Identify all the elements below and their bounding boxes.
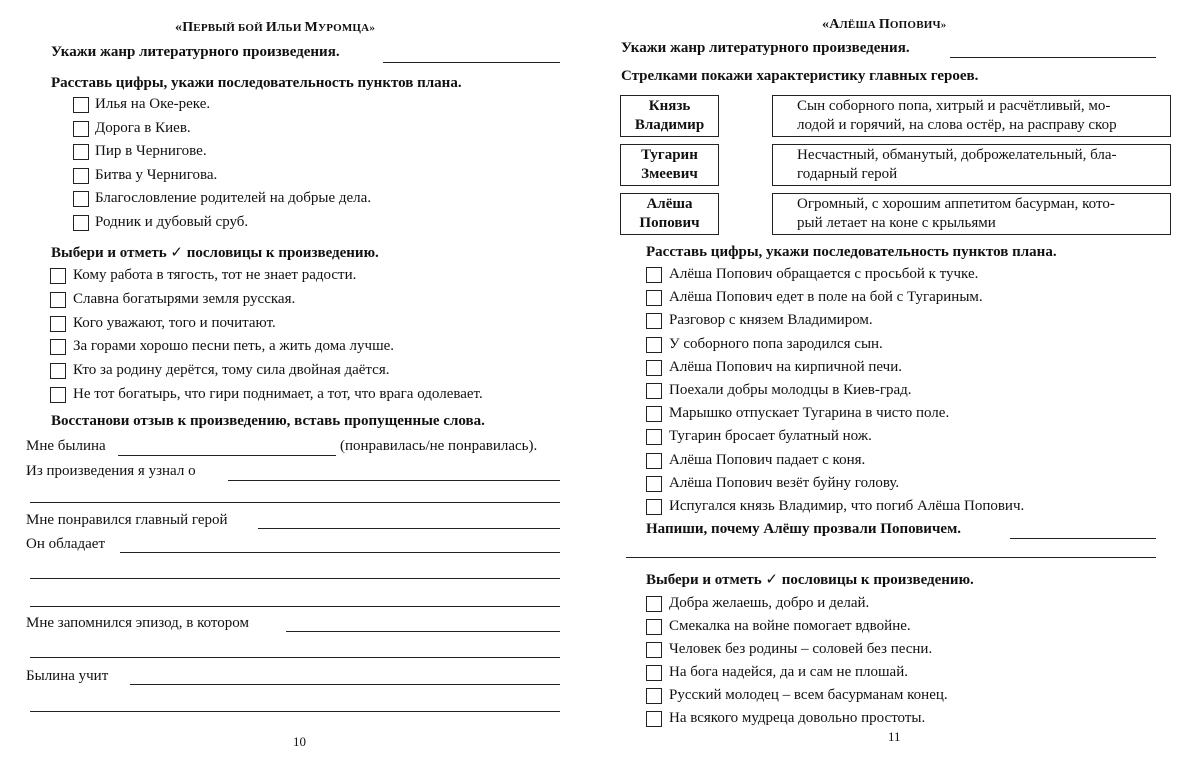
arrows-heading: Стрелками покажи характеристику главных героев. <box>621 68 979 84</box>
plan-item-checkbox[interactable] <box>646 290 662 306</box>
proverb-item-checkbox[interactable] <box>50 363 66 379</box>
review-heading: Восстанови отзыв к произведению, вставь пропущенные слова. <box>51 413 485 429</box>
plan-item-checkbox[interactable] <box>646 383 662 399</box>
plan-item: Алёша Попович везёт буйну голову. <box>669 474 900 491</box>
plan-item-checkbox[interactable] <box>646 429 662 445</box>
proverb-item-checkbox[interactable] <box>646 688 662 704</box>
plan-item: Алёша Попович обращается с просьбой к тучке. <box>669 266 979 282</box>
review-has-blank-2[interactable] <box>30 578 560 579</box>
review-has-blank[interactable] <box>120 552 560 553</box>
plan-item: Разговор с князем Владимиром. <box>669 312 873 329</box>
plan-item-checkbox[interactable] <box>73 97 89 113</box>
proverb-item: Кто за родину дерётся, тому сила двойная даётся. <box>73 362 390 379</box>
proverb-heading-post: пословицы к произведению. <box>781 572 974 588</box>
why-answer-blank[interactable] <box>1010 538 1156 539</box>
description-line: годарный герой <box>797 166 898 182</box>
hero-name-line: Алёша <box>646 196 693 212</box>
proverb-item-checkbox[interactable] <box>646 642 662 658</box>
description-box-1[interactable] <box>772 95 1171 137</box>
title-part: ОПОВИЧ» <box>889 19 947 31</box>
plan-item-checkbox[interactable] <box>646 267 662 283</box>
plan-item: Благословление родителей на добрые дела. <box>95 190 372 207</box>
title-part: «А <box>822 17 840 32</box>
left-plan-heading: Расставь цифры, укажи последовательность пунктов плана. <box>51 75 462 91</box>
right-genre-prompt: Укажи жанр литературного произведения. <box>621 40 910 56</box>
proverb-item-checkbox[interactable] <box>50 292 66 308</box>
right-page-number: 11 <box>888 729 901 744</box>
description-line: Огромный, с хорошим аппетитом басурман, кото- <box>797 196 1115 212</box>
review-teaches-blank-2[interactable] <box>30 711 560 712</box>
plan-item: Илья на Оке-реке. <box>95 96 211 112</box>
review-learned-blank-2[interactable] <box>30 502 560 503</box>
hero-box-vladimir[interactable] <box>620 95 719 137</box>
why-prompt: Напиши, почему Алёшу прозвали Поповичем. <box>646 521 962 537</box>
left-genre-prompt: Укажи жанр литературного произведения. <box>51 44 340 60</box>
plan-item: Алёша Попович падает с коня. <box>669 451 866 468</box>
plan-item-checkbox[interactable] <box>646 337 662 353</box>
proverb-item: Кого уважают, того и почитают. <box>73 314 276 331</box>
hero-name-line: Змеевич <box>641 166 698 182</box>
proverb-item: Кому работа в тягость, тот не знает радости. <box>73 267 357 283</box>
left-page-number: 10 <box>293 734 306 749</box>
review-teaches-blank[interactable] <box>130 684 560 685</box>
left-genre-answer-line[interactable] <box>383 62 560 63</box>
review-hero-blank[interactable] <box>258 528 560 529</box>
hero-name-line: Владимир <box>634 117 705 133</box>
proverb-heading-pre: Выбери и отметь <box>51 245 167 261</box>
plan-item-checkbox[interactable] <box>73 144 89 160</box>
review-teaches-label: Былина учит <box>26 668 109 684</box>
check-mark-icon: ✓ <box>170 243 183 261</box>
plan-item: Тугарин бросает булатный нож. <box>669 428 872 445</box>
plan-item: Марышко отпускает Тугарина в чисто поле. <box>669 405 950 422</box>
proverb-item: Добра желаешь, добро и делай. <box>669 595 870 611</box>
plan-item: Родник и дубовый сруб. <box>95 214 249 230</box>
review-liked-options: (понравилась/не понравилась). <box>340 438 538 454</box>
review-learned-blank[interactable] <box>228 480 560 481</box>
description-line: рый летает на коне с крыльями <box>797 215 996 231</box>
proverb-item-checkbox[interactable] <box>50 339 66 355</box>
proverb-item: Смекалка на войне помогает вдвойне. <box>669 618 911 634</box>
review-learned-label: Из произведения я узнал о <box>26 463 196 479</box>
title-part: ЛЁША <box>839 19 879 31</box>
plan-item-checkbox[interactable] <box>73 168 89 184</box>
hero-box-tugarin[interactable] <box>620 144 719 186</box>
proverb-item-checkbox[interactable] <box>50 268 66 284</box>
proverb-item-checkbox[interactable] <box>50 387 66 403</box>
review-episode-blank-2[interactable] <box>30 657 560 658</box>
plan-item: Битва у Чернигова. <box>95 166 218 183</box>
proverb-item-checkbox[interactable] <box>646 665 662 681</box>
review-episode-label: Мне запомнился эпизод, в котором <box>26 615 249 631</box>
proverb-item-checkbox[interactable] <box>646 596 662 612</box>
plan-item: Пир в Чернигове. <box>95 143 207 160</box>
plan-item: Алёша Попович на кирпичной печи. <box>669 358 902 375</box>
plan-item-checkbox[interactable] <box>73 121 89 137</box>
description-line: Сын соборного попа, хитрый и расчётливый, мо- <box>797 98 1111 114</box>
proverb-item: Славна богатырями земля русская. <box>73 290 296 307</box>
title-part: И <box>265 20 277 35</box>
plan-item: Алёша Попович едет в поле на бой с Тугариным. <box>669 289 983 306</box>
right-page-title <box>822 17 946 33</box>
review-has-label: Он обладает <box>26 536 106 552</box>
description-box-2[interactable] <box>772 144 1171 186</box>
plan-item-checkbox[interactable] <box>646 406 662 422</box>
review-has-blank-3[interactable] <box>30 606 560 607</box>
review-hero-label: Мне понравился главный герой <box>26 512 228 528</box>
plan-item-checkbox[interactable] <box>646 453 662 469</box>
proverb-item-checkbox[interactable] <box>50 316 66 332</box>
plan-item-checkbox[interactable] <box>73 191 89 207</box>
plan-item: Испугался князь Владимир, что погиб Алёша Попович. <box>669 498 1025 514</box>
title-part: ЕРВЫЙ БОЙ <box>193 22 266 34</box>
title-part: «П <box>175 20 194 35</box>
proverb-item: На всякого мудреца довольно простоты. <box>669 710 926 726</box>
title-part: М <box>304 20 318 35</box>
hero-box-alyosha[interactable] <box>620 193 719 235</box>
title-part: УРОМЦА» <box>317 22 376 34</box>
proverb-item-checkbox[interactable] <box>646 619 662 635</box>
review-episode-blank[interactable] <box>286 631 560 632</box>
check-mark-icon: ✓ <box>765 570 778 588</box>
plan-item-checkbox[interactable] <box>73 215 89 231</box>
proverb-item: Русский молодец – всем басурманам конец. <box>669 687 948 703</box>
proverb-item: На бога надейся, да и сам не плошай. <box>669 664 908 680</box>
plan-item-checkbox[interactable] <box>646 476 662 492</box>
hero-name-line: Тугарин <box>641 147 698 163</box>
review-liked-label: Мне былина <box>26 438 106 454</box>
right-proverb-heading <box>646 570 974 589</box>
plan-item-checkbox[interactable] <box>646 313 662 329</box>
description-box-3[interactable] <box>772 193 1171 235</box>
description-line: лодой и горячий, на слова остёр, на расправу скор <box>797 117 1117 133</box>
plan-item-checkbox[interactable] <box>646 499 662 515</box>
right-genre-answer-line[interactable] <box>950 57 1156 58</box>
left-proverb-heading <box>51 243 379 262</box>
hero-name-line: Князь <box>648 98 691 114</box>
review-liked-blank[interactable] <box>118 455 336 456</box>
plan-item: У соборного попа зародился сын. <box>669 335 883 352</box>
description-line: Несчастный, обманутый, доброжелательный, бла- <box>797 147 1117 163</box>
proverb-item: Человек без родины – соловей без песни. <box>669 641 933 657</box>
plan-item: Дорога в Киев. <box>95 119 191 136</box>
plan-item: Поехали добры молодцы в Киев-град. <box>669 382 912 398</box>
title-part: ЛЬИ <box>276 22 305 34</box>
proverb-item-checkbox[interactable] <box>646 711 662 727</box>
hero-name-line: Попович <box>639 215 700 231</box>
proverb-heading-post: пословицы к произведению. <box>186 245 379 261</box>
left-page-title <box>175 20 375 36</box>
proverb-item: Не тот богатырь, что гири поднимает, а тот, что врага одолевает. <box>73 386 483 402</box>
right-plan-heading: Расставь цифры, укажи последовательность пунктов плана. <box>646 244 1057 260</box>
plan-item-checkbox[interactable] <box>646 360 662 376</box>
proverb-item: За горами хорошо песни петь, а жить дома лучше. <box>73 338 395 355</box>
why-answer-blank-2[interactable] <box>626 557 1156 558</box>
title-part: П <box>878 17 890 32</box>
proverb-heading-pre: Выбери и отметь <box>646 572 762 588</box>
